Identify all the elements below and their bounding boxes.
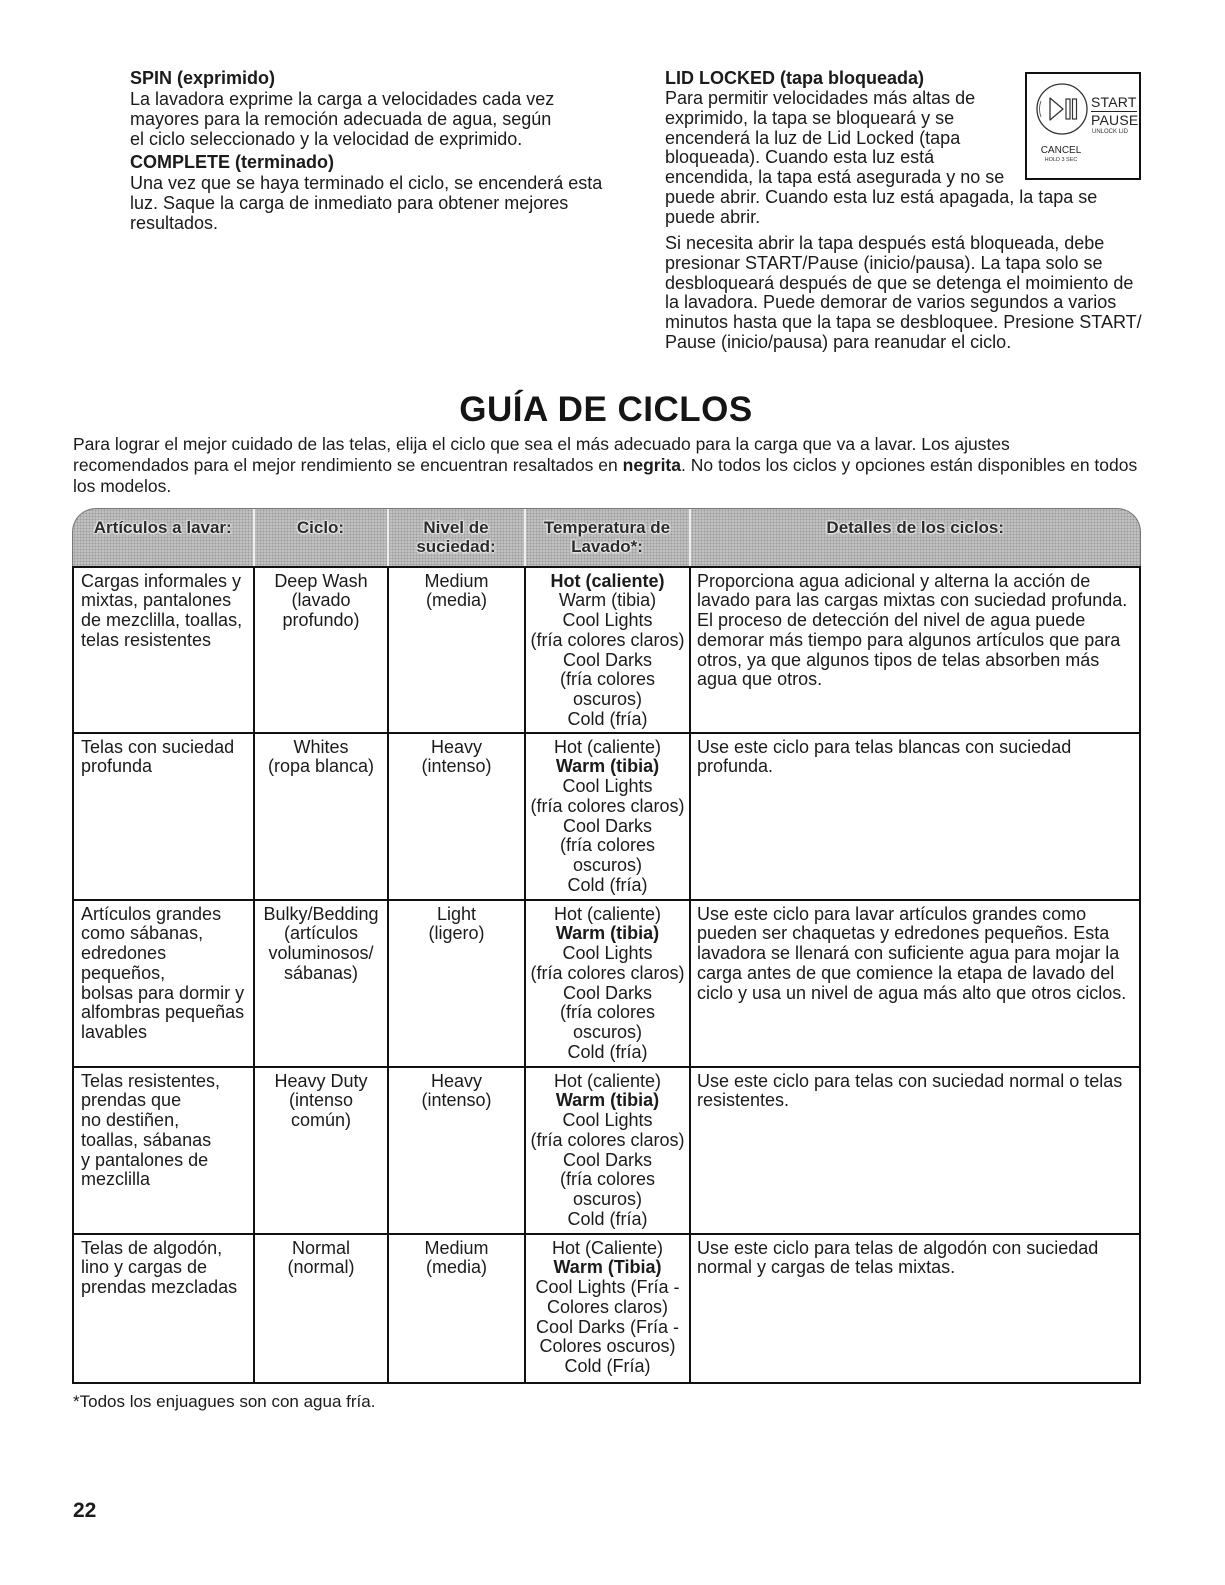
cycle-line: (lavado (291, 590, 351, 611)
wash-temperature-line: Hot (Caliente) (551, 1237, 664, 1258)
wash-temperature-line: (fría colores claros) (530, 795, 685, 816)
laundry-items-cell (74, 1068, 253, 1233)
wash-temperature-cell (524, 1068, 689, 1233)
cancel-label: CANCEL (1040, 145, 1082, 156)
wash-temperature-line: Hot (caliente) (553, 903, 662, 924)
cycle-details-line: Use este ciclo para lavar artículos grandes como (697, 903, 1087, 924)
intro-text: recomendados para el mejor rendimiento se encuentran resaltados en (73, 455, 623, 475)
lid-unlock-text-line: presionar START/Pause (inicio/pausa). La tapa solo se (665, 252, 1103, 273)
laundry-items-cell (74, 1235, 253, 1382)
cycle-details-line: Use este ciclo para telas de algodón con suciedad (697, 1237, 1099, 1258)
cycle-details-line: lavadora se llenará con suficiente agua para mojar la (697, 943, 1120, 963)
page-title: GUÍA DE CICLOS (459, 390, 753, 429)
cycle-line: común) (290, 1110, 352, 1130)
wash-temperature-line: (fría colores (559, 835, 656, 856)
cycle-guide-table (72, 508, 1141, 1384)
lid-locked-text-line: Para permitir velocidades más altas de (665, 88, 976, 108)
cycle-details-line: Proporciona agua adicional y alterna la acción de (697, 570, 1091, 591)
laundry-items-line: pequeños, (81, 962, 166, 983)
laundry-items-line: mixtas, pantalones (81, 590, 232, 611)
wash-temperature-line: Cool Darks (562, 815, 653, 836)
spin-description (130, 90, 610, 149)
soil-level-cell (387, 1235, 524, 1382)
laundry-items-line: y pantalones de (81, 1149, 209, 1170)
cycle-line: (artículos (283, 923, 359, 944)
wash-temperature-line: Colores claros) (546, 1296, 669, 1317)
wash-temperature-line: (fría colores claros) (530, 962, 685, 983)
spin-heading: SPIN (exprimido) (130, 68, 276, 88)
soil-level-cell (387, 568, 524, 732)
wash-temperature-line: (fría colores (559, 1169, 656, 1190)
cycle-line: voluminosos/ (268, 943, 374, 963)
wash-temperature-line: Cold (fría) (567, 1208, 648, 1229)
intro-line (73, 455, 1137, 476)
header-wash-temperature (524, 509, 689, 566)
header-text: Artículos a lavar: (93, 518, 232, 537)
cycle-details-line: lavado para las cargas mixtas con suciedad profunda. (697, 590, 1128, 611)
start-label: START (1091, 94, 1137, 110)
soil-level-line: Medium (424, 570, 489, 591)
lid-unlock-text-line: minutos hasta que la tapa se desbloquee. Presione START/ (665, 312, 1142, 333)
lid-unlock-text-line: Pause (inicio/pausa) para reanudar el ciclo. (665, 332, 1012, 353)
recommended-temperature-line: Hot (caliente) (550, 570, 665, 591)
laundry-items-line: prendas que (81, 1090, 182, 1111)
laundry-items-line: Artículos grandes (81, 903, 222, 924)
laundry-items-line: edredones (81, 943, 167, 963)
wash-temperature-line: Cool Lights (562, 1110, 653, 1130)
laundry-items-cell (74, 901, 253, 1066)
laundry-items-line: como sábanas, (81, 923, 204, 944)
complete-text-line: Una vez que se haya terminado el ciclo, se encenderá esta (130, 173, 603, 194)
header-text: Temperatura de (543, 518, 671, 537)
cycle-line: Bulky/Bedding (263, 903, 379, 924)
laundry-items-line: Telas resistentes, (81, 1070, 221, 1091)
complete-text-line: resultados. (130, 212, 219, 233)
cycle-line: sábanas) (283, 962, 359, 983)
soil-level-line: Heavy (430, 736, 483, 757)
wash-temperature-cell (524, 901, 689, 1066)
soil-level-cell (387, 734, 524, 899)
cycle-line: (ropa blanca) (267, 756, 375, 777)
wash-temperature-line: Cold (fría) (567, 874, 648, 895)
wash-temperature-line: oscuros) (572, 1189, 643, 1209)
wash-temperature-line: (fría colores (559, 1002, 656, 1023)
intro-text: . No todos los ciclos y opciones están disponibles en todos (681, 455, 1138, 475)
laundry-items-line: Cargas informales y (81, 570, 242, 591)
cycle-details-line: Use este ciclo para telas blancas con suciedad (697, 736, 1072, 757)
soil-level-line: Heavy (430, 1070, 483, 1091)
header-text: Nivel de (423, 518, 489, 537)
cycle-line: profundo) (282, 610, 360, 630)
spin-text-line: La lavadora exprime la carga a velocidades cada vez (130, 89, 555, 109)
wash-temperature-line: Cool Lights (562, 610, 653, 630)
soil-level-line: Light (436, 903, 477, 924)
wash-temperature-line: Hot (caliente) (553, 1070, 662, 1091)
cycle-cell (253, 734, 387, 899)
header-text: suciedad: (416, 537, 496, 556)
wash-temperature-cell (524, 734, 689, 899)
cycle-line: (normal) (287, 1257, 355, 1278)
laundry-items-line: lavables (81, 1022, 148, 1042)
laundry-items-line: telas resistentes (81, 629, 212, 650)
unlock-lid-label: UNLOCK LID (1092, 129, 1129, 135)
cycle-details-cell (689, 568, 1139, 732)
recommended-temperature-line: Warm (tibia) (555, 756, 660, 777)
cycle-details-line: carga antes de que comience la etapa de lavado del (697, 962, 1115, 983)
wash-temperature-line: (fría colores claros) (530, 629, 685, 650)
laundry-items-line: Telas de algodón, (81, 1237, 223, 1258)
cycle-line: (intenso (288, 1090, 354, 1111)
soil-level-line: (media) (425, 1257, 487, 1278)
wash-temperature-line: Colores oscuros) (539, 1336, 676, 1357)
table-row (74, 1068, 1139, 1235)
header-text: Ciclo: (296, 518, 345, 537)
laundry-items-line: prendas mezcladas (81, 1277, 238, 1297)
lid-unlock-text-line: la lavadora. Puede demorar de varios segundos a varios (665, 292, 1117, 313)
lid-locked-text-line: bloqueada). Cuando esta luz está (665, 147, 935, 168)
soil-level-line: Medium (424, 1237, 489, 1258)
soil-level-cell (387, 901, 524, 1066)
laundry-items-line: alfombras pequeñas (81, 1002, 245, 1023)
table-row (74, 1235, 1139, 1382)
lid-locked-text-line: exprimido, la tapa se bloqueará y se (665, 107, 955, 128)
spin-text-line: mayores para la remoción adecuada de agua, según (130, 108, 552, 129)
wash-temperature-line: Cool Lights (562, 943, 653, 963)
intro-line: los modelos. (73, 476, 172, 496)
wash-temperature-line: (fría colores claros) (530, 1129, 685, 1150)
header-laundry-items (73, 509, 253, 566)
header-text: Lavado*: (571, 537, 643, 556)
wash-temperature-line: Cool Darks (562, 982, 653, 1003)
intro-paragraph (73, 434, 1137, 497)
soil-level-line: (ligero) (428, 923, 485, 944)
complete-heading: COMPLETE (terminado) (130, 152, 335, 173)
laundry-items-line: no destiñen, (81, 1110, 180, 1130)
header-cycle (253, 509, 387, 566)
page-number: 22 (73, 1499, 97, 1522)
laundry-items-line: profunda (81, 756, 153, 777)
wash-temperature-cell (524, 568, 689, 732)
wash-temperature-line: Cold (fría) (567, 1041, 648, 1062)
cycle-line: Deep Wash (274, 570, 368, 591)
hold-3-sec-label: HOLD 3 SEC (1044, 157, 1078, 163)
spin-text-line: el ciclo seleccionado y la velocidad de exprimido. (130, 128, 523, 149)
start-pause-button-diagram (1025, 72, 1141, 180)
cycle-details-cell (689, 734, 1139, 899)
complete-text-line: luz. Saque la carga de inmediato para obtener mejores (130, 193, 569, 214)
wash-temperature-line: oscuros) (572, 689, 643, 709)
cycle-details-line: demorar más tiempo para algunos artículos que para (697, 629, 1121, 650)
cycle-line: Heavy Duty (274, 1070, 368, 1091)
cycle-line: Normal (291, 1237, 350, 1258)
complete-description (130, 174, 610, 233)
header-soil-level (387, 509, 524, 566)
wash-temperature-line: Cool Lights (562, 776, 653, 796)
laundry-items-line: bolsas para dormir y (81, 982, 245, 1003)
wash-temperature-line: Hot (caliente) (553, 736, 662, 757)
table-row (74, 734, 1139, 901)
wash-temperature-line: oscuros) (572, 1022, 643, 1042)
pause-label: PAUSE (1091, 112, 1139, 128)
lid-locked-text-line: puede abrir. (665, 206, 761, 227)
cycle-details-line: otros, ya que algunos tipos de telas absorben más (697, 649, 1100, 670)
table-footnote: *Todos los enjuagues son con agua fría. (73, 1392, 376, 1411)
lid-unlock-text-line: Si necesita abrir la tapa después está bloqueada, debe (665, 233, 1105, 254)
wash-temperature-cell (524, 1235, 689, 1382)
soil-level-cell (387, 1068, 524, 1233)
soil-level-line: (intenso) (421, 756, 492, 777)
cycle-details-line: resistentes. (697, 1090, 790, 1111)
cycle-line: Whites (293, 736, 349, 757)
cycle-cell (253, 1068, 387, 1233)
recommended-temperature-line: Warm (tibia) (555, 923, 660, 944)
header-cycle-details (689, 509, 1141, 566)
cycle-cell (253, 1235, 387, 1382)
lid-unlock-text-line: desbloqueará después de que se detenga el moimiento de (665, 272, 1134, 293)
cycle-details-line: ciclo y usa un nivel de agua más alto que otros ciclos. (697, 982, 1127, 1003)
laundry-items-line: Telas con suciedad (81, 736, 235, 757)
recommended-temperature-line: Warm (tibia) (555, 1090, 660, 1111)
wash-temperature-line: Cool Lights (Fría - (535, 1277, 680, 1297)
lid-locked-heading: LID LOCKED (tapa bloqueada) (665, 68, 925, 88)
cycle-details-cell (689, 1068, 1139, 1233)
cycle-cell (253, 568, 387, 732)
wash-temperature-line: Warm (tibia) (558, 590, 657, 611)
laundry-items-cell (74, 568, 253, 732)
laundry-items-line: toallas, sábanas (81, 1129, 212, 1150)
recommended-temperature-line: Warm (Tibia) (553, 1257, 662, 1278)
wash-temperature-line: Cool Darks (562, 649, 653, 670)
soil-level-line: (media) (425, 590, 487, 611)
cycle-details-line: El proceso de detección del nivel de agua puede (697, 610, 1086, 630)
wash-temperature-line: Cool Darks (562, 1149, 653, 1170)
wash-temperature-line: (fría colores (559, 669, 656, 690)
lid-locked-text-line: encenderá la luz de Lid Locked (tapa (665, 127, 961, 148)
play-pause-icon (1032, 79, 1092, 139)
cycle-details-line: Use este ciclo para telas con suciedad normal o telas (697, 1070, 1123, 1091)
header-text: Detalles de los ciclos: (826, 518, 1005, 537)
table-header (72, 508, 1141, 566)
cycle-details-cell (689, 901, 1139, 1066)
table-row (74, 568, 1139, 734)
table-row (74, 901, 1139, 1068)
soil-level-line: (intenso) (421, 1090, 492, 1111)
cycle-details-line: profunda. (697, 756, 774, 777)
cycle-cell (253, 901, 387, 1066)
intro-line: Para lograr el mejor cuidado de las telas, elija el ciclo que sea el más adecuado para la carga que va a lavar. Los ajustes (73, 434, 1010, 454)
lid-locked-text-line: puede abrir. Cuando esta luz está apagada, la tapa se (665, 186, 1098, 207)
cycle-details-line: normal y cargas de telas mixtas. (697, 1257, 956, 1278)
wash-temperature-line: Cold (Fría) (564, 1356, 651, 1376)
status-lights-left-column (130, 68, 610, 234)
lid-unlock-description (665, 234, 1145, 353)
intro-bold-text: negrita (622, 455, 681, 475)
cycle-details-cell (689, 1235, 1139, 1382)
cycle-details-line: agua que otros. (697, 669, 823, 690)
table-body (72, 566, 1141, 1384)
laundry-items-line: lino y cargas de (81, 1257, 208, 1278)
wash-temperature-line: Cold (fría) (567, 708, 648, 729)
lid-locked-text-line: encendida, la tapa está asegurada y no se (665, 167, 1005, 188)
wash-temperature-line: oscuros) (572, 855, 643, 875)
cycle-details-line: pueden ser chaquetas y edredones pequeños. Esta (697, 923, 1110, 944)
laundry-items-line: de mezclilla, toallas, (81, 610, 243, 630)
laundry-items-cell (74, 734, 253, 899)
wash-temperature-line: Cool Darks (Fría - (535, 1316, 679, 1337)
laundry-items-line: mezclilla (81, 1169, 151, 1190)
